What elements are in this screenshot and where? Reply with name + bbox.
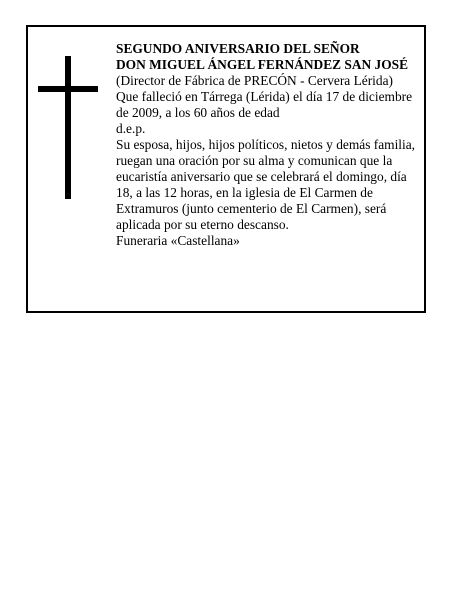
death-info: Que falleció en Tárrega (Lérida) el día 17 de diciembre de 2009, a los 60 años de edad bbox=[116, 89, 413, 120]
notice-heading-line1: SEGUNDO ANIVERSARIO DEL SEÑOR bbox=[116, 41, 360, 56]
dep-abbreviation: d.e.p. bbox=[116, 121, 146, 136]
notice-text bbox=[116, 41, 422, 249]
cross-icon bbox=[38, 56, 98, 199]
notice-heading-line2: DON MIGUEL ÁNGEL FERNÁNDEZ SAN JOSÉ bbox=[116, 57, 409, 72]
cross-vertical-bar bbox=[65, 56, 71, 199]
cross-horizontal-bar bbox=[38, 86, 98, 92]
funeral-home: Funeraria «Castellana» bbox=[116, 233, 240, 248]
deceased-position: (Director de Fábrica de PRECÓN - Cervera Lérida) bbox=[116, 73, 393, 88]
notice-body: Su esposa, hijos, hijos políticos, nietos y demás familia, ruegan una oración por su alma y comunican que la eucaristía aniversario que se celebrará el domingo, día 18, a las 12 horas, en la iglesia de El Carmen de Extramuros (junto cementerio de El Carmen), será aplicada por su eterno descanso. bbox=[116, 137, 416, 232]
obituary-notice bbox=[26, 25, 426, 313]
